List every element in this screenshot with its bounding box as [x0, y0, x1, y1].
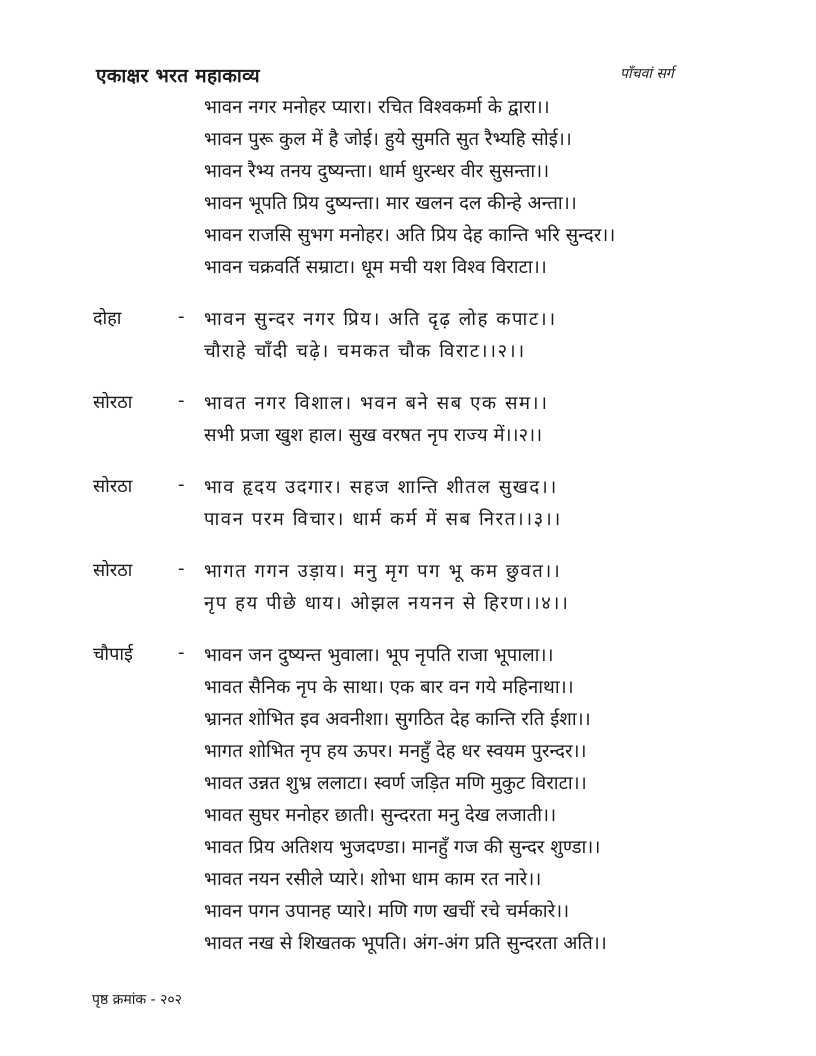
verse-row: [0, 156, 816, 188]
verse-row: [0, 188, 816, 220]
verse-row: [0, 832, 816, 864]
verse-row: [0, 640, 816, 672]
verse-line: भावन रैभ्य तनय दुष्यन्ता। धार्म धुरन्धर वीर सुसन्ता।।: [204, 161, 550, 182]
verse-row: [0, 896, 816, 928]
verse-line: भावन पुरू कुल में है जोई। हुये सुमति सुत रैभ्यहि सोई।।: [204, 129, 572, 150]
stanza-dash: -: [178, 474, 185, 495]
verse-row: [0, 556, 816, 588]
page-number: पृष्ठ क्रमांक - २०२: [92, 992, 182, 1008]
stanza-chaupai: [0, 640, 816, 960]
verse-line: भावन नगर मनोहर प्यारा। रचित विश्वकर्मा के द्वारा।।: [204, 97, 550, 118]
stanza-type-label: सोरठा: [93, 476, 133, 497]
verse-row: [0, 304, 816, 336]
verse-line: भावत उन्नत शुभ्र ललाटा। स्वर्ण जड़ित मणि मुकुट विराटा।।: [204, 773, 587, 794]
stanza-0: [0, 92, 816, 284]
poem-body: [0, 92, 816, 980]
verse-line: भावन चक्रवर्ति सम्राटा। धूम मची यश विश्व विराटा।।: [204, 257, 547, 278]
verse-line: नृप हय पीछे धाय। ओझल नयनन से हिरण।।४।।: [204, 593, 570, 614]
verse-line: भ्रानत शोभित इव अवनीशा। सुगठित देह कान्ति रति ईशा।।: [204, 709, 591, 730]
verse-row: [0, 252, 816, 284]
stanza-dash: -: [178, 642, 185, 663]
verse-row: [0, 800, 816, 832]
stanza-sortha-1: [0, 388, 816, 452]
stanza-dash: -: [178, 558, 185, 579]
verse-row: [0, 124, 816, 156]
stanza-dash: -: [178, 390, 185, 411]
stanza-sortha-3: [0, 556, 816, 620]
verse-line: भावन सुन्दर नगर प्रिय। अति दृढ़ लोह कपाट।।: [204, 309, 557, 330]
chapter-title: पाँचवां सर्ग: [620, 66, 674, 82]
verse-row: [0, 736, 816, 768]
verse-line: भागत गगन उड़ाय। मनु मृग पग भू कम छुवत।।: [204, 561, 562, 582]
verse-line: भागत शोभित नृप हय ऊपर। मनहुँ देह धर स्वयम पुरन्दर।।: [204, 741, 587, 762]
verse-line: भावत सुघर मनोहर छाती। सुन्दरता मनु देख लजाती।।: [204, 805, 557, 826]
verse-line: भाव हृदय उदगार। सहज शान्ति शीतल सुखद।।: [204, 477, 558, 498]
verse-row: [0, 588, 816, 620]
verse-line: भावन जन दुष्यन्त भुवाला। भूप नृपति राजा भूपाला।।: [204, 645, 554, 666]
verse-row: [0, 92, 816, 124]
stanza-dash: -: [178, 306, 185, 327]
verse-row: [0, 768, 816, 800]
verse-line: भावन पगन उपानह प्यारे। मणि गण खचीं रचे चर्मकारे।।: [204, 901, 570, 922]
stanza-type-label: सोरठा: [93, 392, 133, 413]
stanza-type-label: चौपाई: [93, 644, 133, 665]
verse-line: भावत सैनिक नृप के साथा। एक बार वन गये महिनाथा।।: [204, 677, 574, 698]
stanza-type-label: दोहा: [93, 308, 122, 329]
verse-line: भावन भूपति प्रिय दुष्यन्ता। मार खलन दल कीन्हे अन्ता।।: [204, 193, 577, 214]
verse-row: [0, 336, 816, 368]
book-title: एकाक्षर भरत महाकाव्य: [96, 65, 260, 87]
verse-line: भावत नगर विशाल। भवन बने सब एक सम।।: [204, 393, 549, 414]
stanza-doha: [0, 304, 816, 368]
verse-row: [0, 504, 816, 536]
verse-line: भावत प्रिय अतिशय भुजदण्डा। मानहुँ गज की सुन्दर शुण्डा।।: [204, 837, 601, 858]
verse-row: [0, 220, 816, 252]
verse-row: [0, 388, 816, 420]
verse-line: भावन राजसि सुभग मनोहर। अति प्रिय देह कान्ति भरि सुन्दर।।: [204, 225, 616, 246]
stanza-sortha-2: [0, 472, 816, 536]
verse-line: चौराहे चाँदी चढ़े। चमकत चौक विराट।।२।।: [204, 341, 526, 362]
verse-row: [0, 928, 816, 960]
verse-row: [0, 672, 816, 704]
verse-line: सभी प्रजा खुश हाल। सुख वरषत नृप राज्य में।।२।।: [204, 425, 543, 446]
verse-line: भावत नख से शिखतक भूपति। अंग-अंग प्रति सुन्दरता अति।।: [204, 933, 607, 954]
verse-row: [0, 472, 816, 504]
verse-row: [0, 704, 816, 736]
verse-line: पावन परम विचार। धार्म कर्म में सब निरत।।३।।: [204, 509, 562, 530]
stanza-type-label: सोरठा: [93, 560, 133, 581]
verse-row: [0, 864, 816, 896]
verse-row: [0, 420, 816, 452]
verse-line: भावत नयन रसीले प्यारे। शोभा धाम काम रत नारे।।: [204, 869, 542, 890]
